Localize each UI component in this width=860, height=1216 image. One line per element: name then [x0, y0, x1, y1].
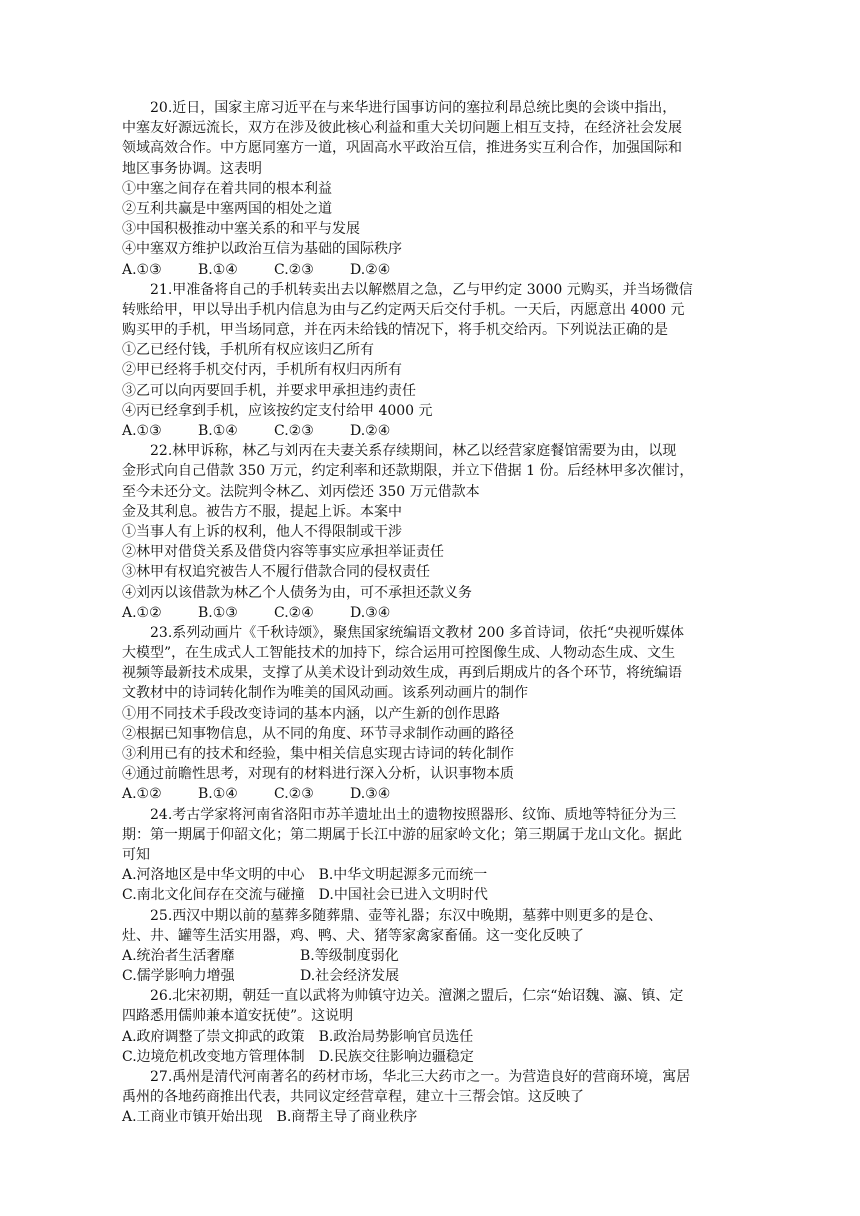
option-d: D.社会经济发展 [300, 968, 400, 985]
option-c: C.②③ [274, 261, 314, 278]
statement-item: ③中国积极推动中塞关系的和平与发展 [122, 221, 360, 238]
answer-options [122, 1027, 742, 1047]
question-25 [122, 906, 742, 987]
statement-item: ①中塞之间存在着共同的根本利益 [122, 180, 332, 197]
question-stem: 转账给甲，甲以导出手机内信息为由与乙约定两天后交付手机。一天后，丙愿意出 4000 元 [122, 301, 685, 318]
option-a: A.河洛地区是中华文明的中心 [122, 867, 305, 884]
answer-options [122, 603, 742, 623]
statement-item: ③林甲有权追究被告人不履行借款合同的侵权责任 [122, 564, 430, 581]
option-b: B.①④ [198, 261, 238, 278]
question-stem: 至今未还分文。法院判令林乙、刘丙偿还 350 万元借款本 [122, 483, 480, 500]
answer-options [122, 1107, 742, 1127]
answer-options [122, 1047, 742, 1067]
option-d: D.中国社会已进入文明时代 [318, 887, 488, 904]
option-c: C.儒学影响力增强 [122, 968, 235, 985]
question-stem: 大模型”，在生成式人工智能技术的加持下，综合运用可控图像生成、人物动态生成、文生 [122, 645, 676, 662]
question-23 [122, 623, 742, 805]
question-stem: 期：第一期属于仰韶文化；第二期属于长江中游的屈家岭文化；第三期属于龙山文化。据此 [122, 826, 682, 843]
statement-item: ③乙可以向丙要回手机，并要求甲承担违约责任 [122, 382, 416, 399]
question-stem: 可知 [122, 846, 150, 863]
statement-item: ④刘丙以该借款为林乙个人债务为由，可不承担还款义务 [122, 584, 472, 601]
question-27 [122, 1067, 742, 1128]
option-c: C.②③ [274, 423, 314, 439]
question-20 [122, 98, 742, 280]
question-stem: 禹州的各地药商推出代表，共同议定经营章程，建立十三帮会馆。这反映了 [122, 1089, 584, 1106]
answer-options [122, 946, 742, 966]
option-b: B.商帮主导了商业秩序 [276, 1109, 418, 1126]
statement-item: ①乙已经付钱，手机所有权应该归乙所有 [122, 342, 374, 359]
question-stem: 金形式向自己借款 350 万元，约定利率和还款期限，并立下借据 1 份。后经林甲多次催讨， [122, 463, 694, 480]
question-stem: 视频等最新技术成果，支撑了从美术设计到动效生成，再到后期成片的各个环节，将统编语 [122, 665, 682, 682]
question-stem: 24.考古学家将河南省洛阳市苏羊遗址出土的遗物按照器形、纹饰、质地等特征分为三 [150, 806, 677, 823]
statement-item: ②根据已知事物信息，从不同的角度、环节寻求制作动画的路径 [122, 725, 514, 742]
option-a: A.①② [122, 604, 162, 621]
question-stem: 领域高效合作。中方愿同塞方一道，巩固高水平政治互信，推进务实互利合作，加强国际和 [122, 140, 682, 157]
statement-item: ③利用已有的技术和经验，集中相关信息实现古诗词的转化制作 [122, 746, 514, 762]
statement-item: ②甲已经将手机交付丙，手机所有权归丙所有 [122, 362, 402, 379]
statement-item: ④丙已经拿到手机，应该按约定支付给甲 4000 元 [122, 402, 433, 419]
answer-options [122, 865, 742, 885]
question-26 [122, 986, 742, 1067]
option-a: A.①③ [122, 261, 162, 278]
question-stem: 四路悉用儒帅兼本道安抚使”。这说明 [122, 1008, 354, 1025]
option-c: C.南北文化间存在交流与碰撞 [122, 887, 305, 904]
question-stem: 25.西汉中期以前的墓葬多随葬鼎、壶等礼器；东汉中晚期，墓葬中则更多的是仓、 [150, 907, 663, 924]
answer-options [122, 966, 742, 986]
question-stem: 灶、井、罐等生活实用器，鸡、鸭、犬、猪等家禽家畜俑。这一变化反映了 [122, 927, 584, 944]
answer-options [122, 421, 742, 441]
option-d: D.②④ [350, 423, 391, 439]
statement-item: ④中塞双方维护以政治互信为基础的国际秩序 [122, 241, 402, 258]
question-stem: 27.禹州是清代河南著名的药材市场，华北三大药市之一。为营造良好的营商环境，寓居 [150, 1069, 691, 1085]
option-b: B.中华文明起源多元而统一 [318, 867, 488, 884]
question-22 [122, 441, 742, 623]
statement-item: ①当事人有上诉的权利，他人不得限制或干涉 [122, 523, 402, 540]
option-b: B.政治局势影响官员选任 [318, 1028, 474, 1045]
option-b: B.①④ [198, 423, 238, 439]
question-stem: 26.北宋初期，朝廷一直以武将为帅镇守边关。澶渊之盟后，仁宗“始诏魏、瀛、镇、定 [150, 988, 684, 1005]
question-stem: 20.近日，国家主席习近平在与来华进行国事访问的塞拉利昂总统比奥的会谈中指出， [150, 100, 677, 116]
statement-item: ②林甲对借贷关系及借贷内容等事实应承担举证责任 [122, 544, 444, 561]
option-a: A.统治者生活奢靡 [122, 947, 235, 964]
option-a: A.工商业市镇开始出现 [122, 1109, 263, 1126]
question-stem: 购买甲的手机，甲当场同意，并在丙未给钱的情况下，将手机交给丙。下列说法正确的是 [122, 322, 668, 339]
option-b: B.①④ [198, 786, 238, 803]
option-c: C.②③ [274, 786, 314, 803]
answer-options [122, 885, 742, 905]
answer-options [122, 784, 742, 804]
option-d: D.②④ [350, 261, 391, 278]
statement-item: ④通过前瞻性思考，对现有的材料进行深入分析，认识事物本质 [122, 766, 514, 783]
question-stem: 21.甲准备将自己的手机转卖出去以解燃眉之急，乙与甲约定 3000 元购买，并当场微信 [150, 281, 693, 298]
question-24 [122, 805, 742, 906]
option-d: D.③④ [350, 604, 391, 621]
question-stem: 22.林甲诉称，林乙与刘丙在夫妻关系存续期间，林乙以经营家庭餐馆需要为由，以现 [150, 443, 677, 460]
exam-document [122, 98, 742, 1128]
question-stem: 23.系列动画片《千秋诗颂》，聚焦国家统编语文教材 200 多首诗词，依托“央视听媒体 [150, 624, 685, 641]
question-21 [122, 280, 742, 442]
question-stem: 文教材中的诗词转化制作为唯美的国风动画。该系列动画片的制作 [122, 685, 528, 702]
option-a: A.①② [122, 786, 162, 803]
option-b: B.等级制度弱化 [300, 947, 399, 964]
option-a: A.①③ [122, 423, 162, 439]
option-c: C.②④ [274, 604, 314, 621]
option-a: A.政府调整了崇文抑武的政策 [122, 1028, 305, 1045]
answer-options [122, 260, 742, 280]
option-b: B.①③ [198, 604, 238, 621]
option-c: C.边境危机改变地方管理体制 [122, 1048, 305, 1065]
statement-item: ①用不同技术手段改变诗词的基本内涵，以产生新的创作思路 [122, 705, 500, 722]
question-stem: 金及其利息。被告方不服，提起上诉。本案中 [122, 503, 402, 520]
question-stem: 地区事务协调。这表明 [122, 160, 262, 177]
statement-item: ②互利共赢是中塞两国的相处之道 [122, 200, 332, 217]
option-d: D.民族交往影响边疆稳定 [318, 1048, 474, 1065]
question-stem: 中塞友好源远流长，双方在涉及彼此核心利益和重大关切问题上相互支持，在经济社会发展 [122, 120, 682, 137]
option-d: D.③④ [350, 786, 391, 803]
